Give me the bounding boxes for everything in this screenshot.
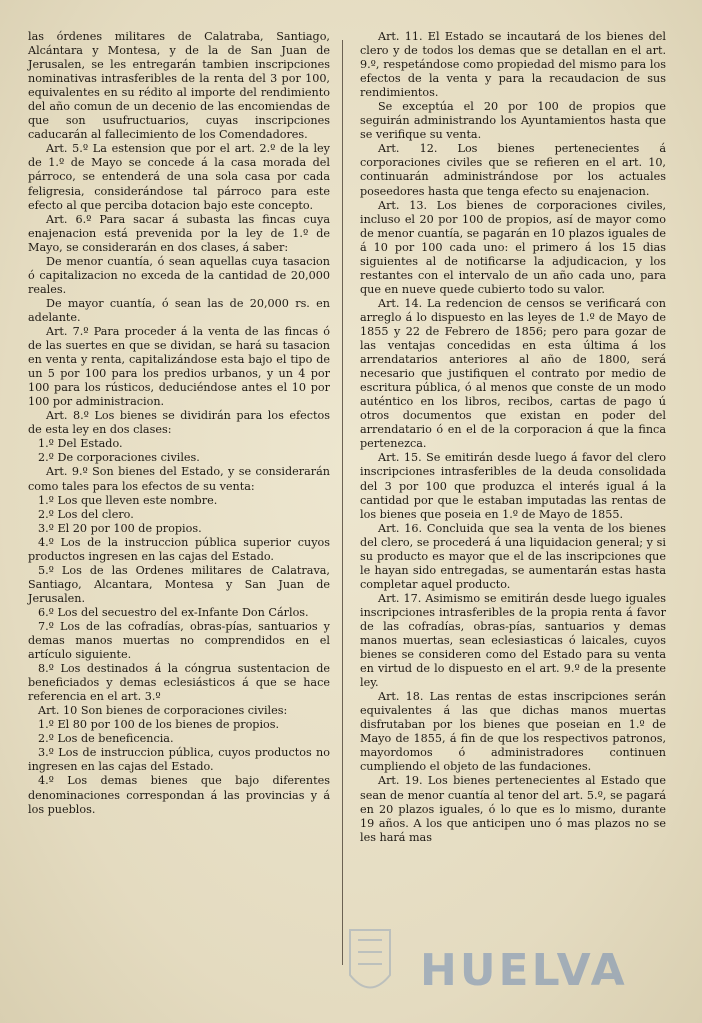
left-paragraph: 4.º Los de la instruccion pública superior cuyos productos ingresen en las cajas del Estado. bbox=[28, 535, 330, 563]
right-paragraph: Art. 11. El Estado se incautará de los bienes del clero y de todos los demas que se detallan en el art. 9.º, respetándose como propiedad del mismo para los efectos de la venta y para la recaudacion de sus rendimientos. bbox=[360, 30, 666, 100]
left-paragraph: 1.º El 80 por 100 de los bienes de propios. bbox=[38, 718, 280, 732]
left-paragraph: 7.º Los de las cofradías, obras-pías, santuarios y demas manos muertas no comprendidos en el artículo siguiente. bbox=[28, 619, 330, 662]
left-paragraph: Art. 6.º Para sacar á subasta las fincas cuya enajenacion está prevenida por la ley de 1.º de Mayo, se considerarán en dos clases, á saber: bbox=[28, 212, 330, 254]
left-paragraph: Art. 8.º Los bienes se dividirán para los efectos de esta ley en dos clases: bbox=[28, 409, 330, 437]
left-paragraph: 2.º Los del clero. bbox=[38, 507, 134, 521]
left-paragraph: Art. 5.º La estension que por el art. 2.º de la ley de 1.º de Mayo se concede á la casa morada del párroco, se entenderá de una sola casa por cada feligresia, considerándose tal párroco para este efecto al que perciba dotacion bajo este concepto. bbox=[28, 142, 330, 212]
left-paragraph: De menor cuantía, ó sean aquellas cuya tasacion ó capitalizacion no exceda de la cantidad de 20,000 reales. bbox=[28, 254, 330, 296]
right-paragraph: Art. 14. La redencion de censos se verificará con arreglo á lo dispuesto en las leyes de 1.º de Mayo de 1855 y 22 de Febrero de 1856; pero para gozar de las ventajas concedidas en esta última á los arrendatarios anteriores al año de 1800, será necesario que justifiquen el contrato por medio de escritura pública, ó al menos que conste de un modo auténtico en los libros, recibos, cartas de pago ú otros documentos que existan en poder del arrendatario ó en el de la corporacion á que la finca pertenezca. bbox=[360, 296, 666, 451]
left-paragraph: 4.º Los demas bienes que bajo diferentes denominaciones correspondan á las provincias y á los pueblos. bbox=[28, 774, 330, 816]
right-paragraph: Art. 12. Los bienes pertenecientes á corporaciones civiles que se refieren en el art. 10, continuarán administrándose por los actuales poseedores hasta que tenga efecto su enajenacion. bbox=[360, 142, 666, 198]
left-paragraph: 8.º Los destinados á la cóngrua sustentacion de beneficiados y demas eclesiásticos á que se hace referencia en el art. 3.º bbox=[28, 662, 330, 704]
left-paragraph: 1.º Del Estado. bbox=[38, 437, 123, 451]
left-paragraph: 6.º Los del secuestro del ex-Infante Don Cárlos. bbox=[38, 605, 309, 619]
right-paragraph: Art. 17. Asimismo se emitirán desde luego iguales inscripciones intrasferibles de la propia renta á favor de las cofradías, obras-pías, santuarios y demas manos muertas, sean eclesiasticas ó laicales, cuyos bienes se consideren como del Estado para su venta en virtud de lo dispuesto en el art. 9.º de la presente ley. bbox=[360, 591, 666, 690]
right-paragraph: Art. 15. Se emitirán desde luego á favor del clero inscripciones intrasferibles de la deuda consolidada del 3 por 100 que produzca el interés igual á la cantidad por que le estaban imputadas las rentas de los bienes que poseia en 1.º de Mayo de 1855. bbox=[360, 451, 666, 521]
left-paragraph: Art. 7.º Para proceder á la venta de las fincas ó de las suertes en que se dividan, se hará su tasacion en venta y renta, capitalizándose esta bajo el tipo de un 5 por 100 para los predios urbanos, y un 4 por 100 para los rústicos, deduciéndose antes el 10 por 100 por administracion. bbox=[28, 324, 330, 409]
right-text-column bbox=[360, 30, 666, 845]
right-paragraph: Art. 13. Los bienes de corporaciones civiles, incluso el 20 por 100 de propios, así de mayor como de menor cuantía, se pagarán en 10 plazos iguales de á 10 por 100 cada uno: el primero á los 15 dias siguientes al de notificarse la adjudicacion, y los restantes con el intervalo de un año cada uno, para que en nueve quede cubierto todo su valor. bbox=[360, 198, 666, 296]
left-paragraph: De mayor cuantía, ó sean las de 20,000 rs. en adelante. bbox=[28, 296, 330, 324]
left-paragraph: 1.º Los que lleven este nombre. bbox=[38, 493, 218, 507]
left-paragraph: 2.º De corporaciones civiles. bbox=[38, 451, 200, 465]
watermark-text: HUELVA bbox=[420, 945, 628, 996]
right-paragraph: Art. 18. Las rentas de estas inscripciones serán equivalentes á las que dichas manos muertas disfrutaban por los bienes que poseian en 1.º de Mayo de 1855, á fin de que los respectivos patronos, mayordomos ó administradores continuen cumpliendo el objeto de las fundaciones. bbox=[360, 690, 666, 774]
column-divider bbox=[342, 40, 343, 965]
left-paragraph: 3.º Los de instruccion pública, cuyos productos no ingresen en las cajas del Estado. bbox=[28, 746, 330, 774]
right-paragraph: Art. 19. Los bienes pertenecientes al Estado que sean de menor cuantía al tenor del art. 5.º, se pagará en 20 plazos iguales, ó lo que es lo mismo, durante 19 años. A los que anticipen uno ó mas plazos no se les hará mas bbox=[360, 774, 666, 844]
left-paragraph: 3.º El 20 por 100 de propios. bbox=[38, 521, 202, 535]
left-paragraph: Art. 10 Son bienes de corporaciones civiles: bbox=[38, 704, 288, 718]
left-paragraph: 2.º Los de beneficencia. bbox=[38, 732, 174, 746]
right-paragraph: Art. 16. Concluida que sea la venta de los bienes del clero, se procederá á una liquidacion general; y si su producto es mayor que el de las inscripciones que le hayan sido entregadas, se aumentarán estas hasta completar aquel producto. bbox=[360, 521, 666, 591]
left-paragraph: 5.º Los de las Ordenes militares de Calatrava, Santiago, Alcantara, Montesa y San Juan de Jerusalen. bbox=[28, 563, 330, 605]
left-paragraph: las órdenes militares de Calatraba, Santiago, Alcántara y Montesa, y de la de San Juan de Jerusalen, se les entregarán tambien inscripciones nominativas intrasferibles de la renta del 3 por 100, equivalentes en su rédito al importe del rendimiento del año comun de un decenio de las encomiendas de que son usufructuarios, cuyas inscripciones caducarán al fallecimiento de los Comendadores. bbox=[28, 30, 330, 142]
left-paragraph: Art. 9.º Son bienes del Estado, y se considerarán como tales para los efectos de su venta: bbox=[28, 465, 330, 493]
right-paragraph: Se exceptúa el 20 por 100 de propios que seguirán administrando los Ayuntamientos hasta que se verifique su venta. bbox=[360, 100, 666, 142]
left-text-column bbox=[28, 30, 330, 817]
